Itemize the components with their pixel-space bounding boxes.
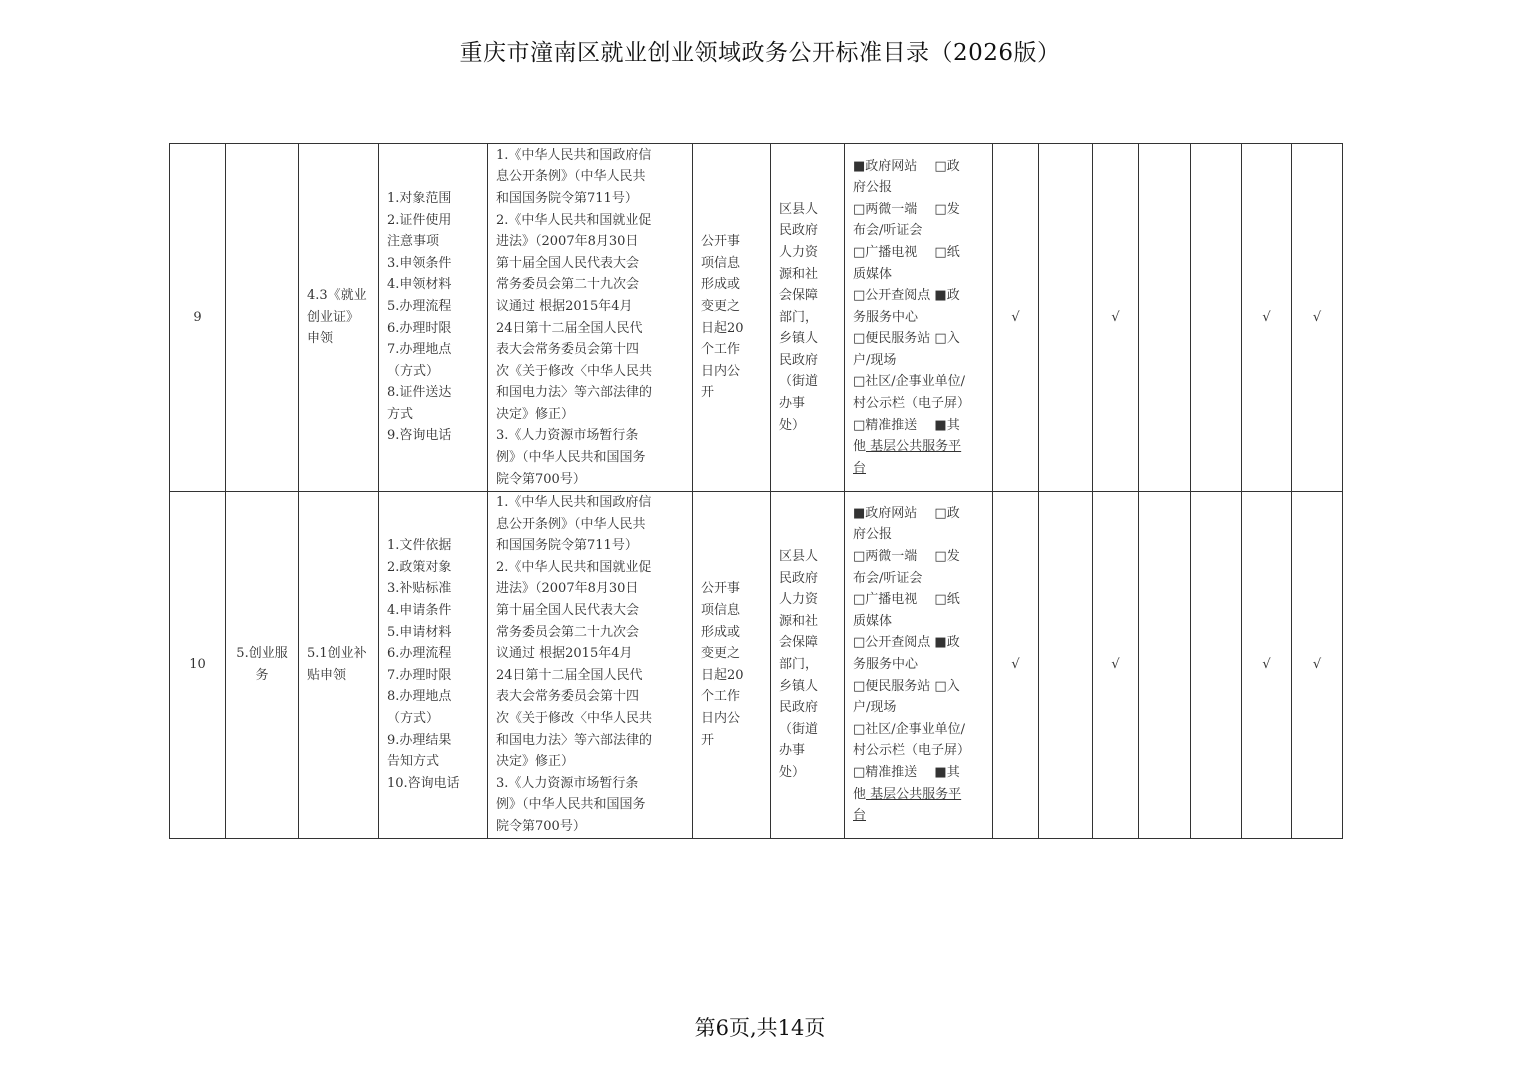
cell-line: 第十届全国人民代表大会	[496, 602, 640, 618]
mark-cell	[1191, 144, 1242, 492]
cell-line: 决定》修正）	[496, 754, 575, 770]
cell-line: 8.证件送达	[387, 385, 452, 401]
mark-cell	[1242, 144, 1292, 492]
cell-line: 会保障	[779, 288, 819, 304]
cell-line: ■政府网站 □政	[853, 158, 960, 174]
cell-line: 日内公	[701, 710, 741, 726]
check-mark: √	[1312, 656, 1322, 672]
cell-line: 1.对象范围	[387, 190, 452, 206]
cell-line: 24日第十二届全国人民代	[496, 667, 643, 683]
cell-line: 人力资	[779, 244, 819, 260]
cell-line: 乡镇人	[779, 331, 819, 347]
check-mark: √	[1111, 656, 1120, 672]
mark-cell	[1292, 492, 1343, 839]
channels-other-prefix: 他	[853, 786, 867, 802]
channels-other-prefix: 他	[853, 439, 867, 455]
cell-line: 处）	[779, 764, 806, 780]
cell-line: 1.文件依据	[387, 538, 452, 554]
page-title: 重庆市潼南区就业创业领域政务公开标准目录（2026版）	[459, 40, 1061, 66]
page-footer: 第6页,共14页	[694, 1016, 826, 1040]
category-label: 5.创业服务	[236, 646, 288, 683]
cell-line: 质媒体	[853, 613, 893, 629]
check-mark: √	[1262, 309, 1271, 325]
cell-line: 和国国务院令第711号）	[496, 538, 638, 554]
cell-line: 民政府	[779, 223, 819, 239]
cell-line: 区县人	[779, 548, 819, 564]
cell-line: 和国电力法〉等六部法律的	[496, 732, 653, 748]
table-body	[170, 144, 1343, 839]
time-cell	[693, 492, 771, 839]
basis-cell	[488, 492, 693, 839]
cell-line: 开	[701, 385, 715, 401]
cell-line: 村公示栏（电子屏）	[853, 743, 971, 759]
cell-line: 常务委员会第二十九次会	[496, 624, 640, 640]
time-cell	[693, 144, 771, 492]
cell-line: 议通过 根据2015年4月	[496, 298, 633, 314]
mark-cell	[1292, 144, 1343, 492]
cell-line: 个工作	[701, 342, 741, 358]
cell-line: 3.补贴标准	[387, 581, 452, 597]
cell-line: 民政府	[779, 570, 819, 586]
row-number-cell	[170, 492, 226, 839]
cell-line: 议通过 根据2015年4月	[496, 646, 633, 662]
cell-line: 决定》修正）	[496, 406, 575, 422]
item-label: 5.1创业补贴申领	[307, 646, 367, 683]
mark-cell	[993, 144, 1039, 492]
cell-line: 日内公	[701, 363, 741, 379]
cell-line: 表大会常务委员会第十四	[496, 689, 640, 705]
cell-line: 院令第700号）	[496, 818, 586, 834]
item-cell	[299, 492, 379, 839]
cell-line: 2.《中华人民共和国就业促	[496, 559, 652, 575]
cell-line: 源和社	[779, 613, 819, 629]
cell-line: 6.办理时限	[387, 320, 452, 336]
cell-line: 务服务中心	[853, 309, 919, 325]
cell-line: 个工作	[701, 689, 741, 705]
cell-line: □精准推送 ■其	[853, 417, 960, 433]
cell-line: 1.《中华人民共和国政府信	[496, 147, 652, 163]
mark-cell	[1139, 144, 1191, 492]
row-number: 9	[193, 309, 202, 325]
cell-line: 会保障	[779, 635, 819, 651]
cell-line: 3.《人力资源市场暂行条	[496, 775, 639, 791]
cell-line: 办事	[779, 743, 806, 759]
cell-line: 乡镇人	[779, 678, 819, 694]
content-cell	[379, 492, 488, 839]
table-row	[170, 492, 1343, 839]
cell-line: 7.办理地点	[387, 342, 452, 358]
cell-line: 民政府	[779, 352, 819, 368]
cell-line: 区县人	[779, 201, 819, 217]
cell-line: 第十届全国人民代表大会	[496, 255, 640, 271]
cell-line: 府公报	[853, 180, 893, 196]
item-label: 4.3《就业创业证》申领	[307, 288, 367, 347]
cell-line: □便民服务站 □入	[853, 678, 960, 694]
cell-line: 8.办理地点	[387, 689, 452, 705]
cell-line: 5.申请材料	[387, 624, 452, 640]
check-mark: √	[1011, 309, 1020, 325]
cell-line: 村公示栏（电子屏）	[853, 396, 971, 412]
check-mark: √	[1262, 656, 1271, 672]
row-number-cell	[170, 144, 226, 492]
cell-line: 2.政策对象	[387, 559, 452, 575]
channels-other-value: 基层公共服务平	[866, 439, 962, 455]
subject-cell	[771, 144, 845, 492]
cell-line: 次《关于修改〈中华人民共	[496, 710, 653, 726]
cell-line: 2.证件使用	[387, 212, 452, 228]
cell-line: 息公开条例》（中华人民共	[496, 516, 646, 532]
check-mark: √	[1312, 309, 1322, 325]
cell-line: 户/现场	[853, 700, 897, 716]
cell-line: 9.办理结果	[387, 732, 452, 748]
cell-line: □便民服务站 □入	[853, 331, 960, 347]
cell-line: 息公开条例》（中华人民共	[496, 169, 646, 185]
cell-line: 告知方式	[387, 754, 440, 770]
cell-line: 质媒体	[853, 266, 893, 282]
catalog-table	[169, 143, 1343, 839]
cell-line: 5.办理流程	[387, 298, 452, 314]
category-cell	[226, 492, 299, 839]
mark-cell	[993, 492, 1039, 839]
cell-line: 形成或	[701, 624, 741, 640]
row-number: 10	[189, 656, 206, 672]
cell-line: 1.《中华人民共和国政府信	[496, 495, 652, 510]
cell-line: （街道	[779, 374, 819, 390]
cell-line: □精准推送 ■其	[853, 764, 960, 780]
cell-line: 项信息	[701, 255, 741, 271]
cell-line: 4.申领材料	[387, 277, 452, 293]
cell-line: 日起20	[701, 667, 744, 683]
cell-line: 变更之	[701, 298, 741, 314]
cell-line: 例》（中华人民共和国国务	[496, 450, 646, 466]
cell-line: 4.申请条件	[387, 602, 452, 618]
content-cell	[379, 144, 488, 492]
cell-line: □两微一端 □发	[853, 548, 960, 564]
cell-line: 形成或	[701, 277, 741, 293]
cell-line: 次《关于修改〈中华人民共	[496, 363, 653, 379]
basis-cell	[488, 144, 693, 492]
cell-line: □广播电视 □纸	[853, 592, 960, 608]
mark-cell	[1039, 492, 1093, 839]
cell-line: 进法》（2007年8月30日	[496, 581, 639, 597]
cell-line: □公开查阅点 ■政	[853, 635, 960, 651]
cell-line: 日起20	[701, 320, 744, 336]
cell-line: 注意事项	[387, 234, 440, 250]
cell-line: 3.《人力资源市场暂行条	[496, 428, 639, 444]
cell-line: 3.申领条件	[387, 255, 452, 271]
cell-line: 和国电力法〉等六部法律的	[496, 385, 653, 401]
check-mark: √	[1111, 309, 1120, 325]
cell-line: 6.办理流程	[387, 646, 452, 662]
cell-line: 部门，	[779, 656, 819, 672]
cell-line: 开	[701, 732, 715, 748]
cell-line: 24日第十二届全国人民代	[496, 320, 643, 336]
cell-line: 人力资	[779, 592, 819, 608]
mark-cell	[1039, 144, 1093, 492]
cell-line: 民政府	[779, 700, 819, 716]
cell-line: 10.咨询电话	[387, 775, 460, 791]
cell-line: 方式	[387, 406, 414, 422]
cell-line: 常务委员会第二十九次会	[496, 277, 640, 293]
cell-line: 变更之	[701, 646, 741, 662]
channels-other	[853, 784, 984, 806]
cell-line: （街道	[779, 721, 819, 737]
mark-cell	[1139, 492, 1191, 839]
cell-line: 办事	[779, 396, 806, 412]
cell-line: 处）	[779, 417, 806, 433]
mark-cell	[1242, 492, 1292, 839]
category-cell	[226, 144, 299, 492]
channels-cell	[845, 492, 993, 839]
cell-line: 源和社	[779, 266, 819, 282]
check-mark: √	[1011, 656, 1020, 672]
cell-line: 2.《中华人民共和国就业促	[496, 212, 652, 228]
channels-cell	[845, 144, 993, 492]
channels-other-value: 基层公共服务平	[866, 786, 962, 802]
cell-line: 公开事	[701, 581, 741, 597]
cell-line: 和国国务院令第711号）	[496, 190, 638, 206]
cell-line: （方式）	[387, 363, 440, 379]
cell-line: □公开查阅点 ■政	[853, 288, 960, 304]
channels-other-tail: 台	[853, 460, 867, 476]
channels-other	[853, 436, 984, 458]
cell-line: □两微一端 □发	[853, 201, 960, 217]
cell-line: □社区/企事业单位/	[853, 721, 966, 737]
cell-line: 进法》（2007年8月30日	[496, 234, 639, 250]
cell-line: 府公报	[853, 527, 893, 543]
cell-line: ■政府网站 □政	[853, 505, 960, 521]
cell-line: 布会/听证会	[853, 570, 923, 586]
item-cell	[299, 144, 379, 492]
cell-line: （方式）	[387, 710, 440, 726]
channels-other-tail: 台	[853, 808, 867, 824]
cell-line: 9.咨询电话	[387, 428, 452, 444]
mark-cell	[1093, 144, 1139, 492]
mark-cell	[1191, 492, 1242, 839]
cell-line: 公开事	[701, 234, 741, 250]
cell-line: 布会/听证会	[853, 223, 923, 239]
cell-line: 例》（中华人民共和国国务	[496, 797, 646, 813]
mark-cell	[1093, 492, 1139, 839]
cell-line: 项信息	[701, 602, 741, 618]
cell-line: □广播电视 □纸	[853, 244, 960, 260]
cell-line: □社区/企事业单位/	[853, 374, 966, 390]
cell-line: 部门，	[779, 309, 819, 325]
subject-cell	[771, 492, 845, 839]
cell-line: 表大会常务委员会第十四	[496, 342, 640, 358]
cell-line: 7.办理时限	[387, 667, 452, 683]
cell-line: 户/现场	[853, 352, 897, 368]
cell-line: 务服务中心	[853, 656, 919, 672]
table-row	[170, 144, 1343, 492]
cell-line: 院令第700号）	[496, 471, 586, 487]
